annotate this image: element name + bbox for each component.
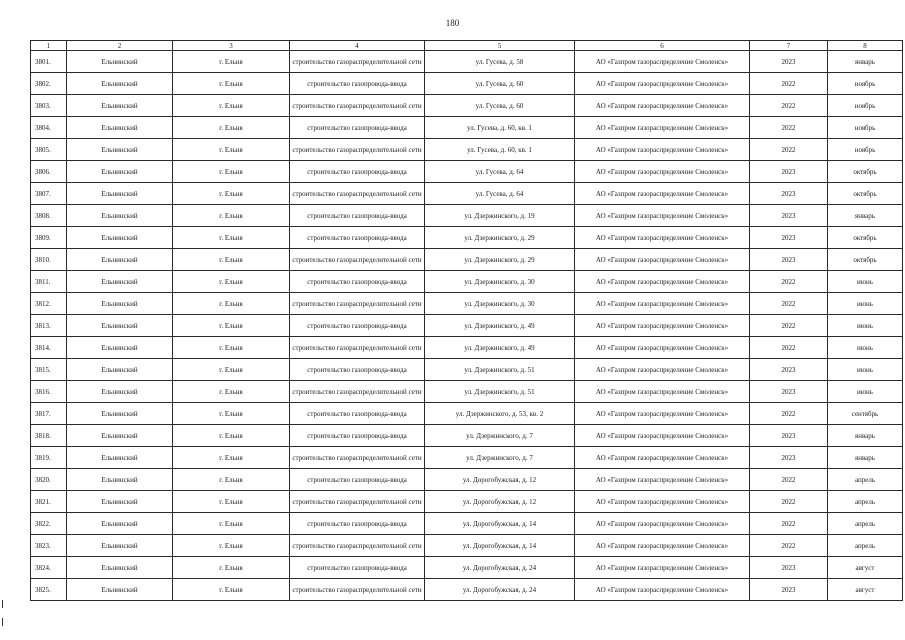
cell-work-type: строительство газопровода-ввода xyxy=(290,271,425,293)
cell-locality: г. Ельня xyxy=(173,293,290,315)
cell-address: ул. Гусева, д. 60 xyxy=(425,95,575,117)
cell-work-type: строительство газопровода-ввода xyxy=(290,359,425,381)
cell-work-type: строительство газораспределительной сети xyxy=(290,447,425,469)
cell-address: ул. Дзержинского, д. 51 xyxy=(425,381,575,403)
cell-year: 2023 xyxy=(750,447,828,469)
cell-work-type: строительство газораспределительной сети xyxy=(290,491,425,513)
cell-month: июнь xyxy=(828,271,903,293)
cell-number: 3813. xyxy=(31,315,67,337)
scan-mark xyxy=(2,600,3,608)
cell-locality: г. Ельня xyxy=(173,337,290,359)
table-row xyxy=(31,293,903,315)
cell-year: 2023 xyxy=(750,205,828,227)
cell-address: ул. Дзержинского, д. 53, кв. 2 xyxy=(425,403,575,425)
cell-locality: г. Ельня xyxy=(173,227,290,249)
cell-organization: АО «Газпром газораспределение Смоленск» xyxy=(575,95,750,117)
cell-number: 3810. xyxy=(31,249,67,271)
cell-month: апрель xyxy=(828,469,903,491)
cell-number: 3808. xyxy=(31,205,67,227)
cell-work-type: строительство газораспределительной сети xyxy=(290,381,425,403)
table-row xyxy=(31,337,903,359)
cell-year: 2023 xyxy=(750,51,828,73)
cell-organization: АО «Газпром газораспределение Смоленск» xyxy=(575,249,750,271)
cell-district: Ельнинский xyxy=(67,491,173,513)
cell-locality: г. Ельня xyxy=(173,249,290,271)
cell-work-type: строительство газопровода-ввода xyxy=(290,513,425,535)
cell-district: Ельнинский xyxy=(67,95,173,117)
cell-district: Ельнинский xyxy=(67,73,173,95)
cell-year: 2022 xyxy=(750,73,828,95)
cell-work-type: строительство газопровода-ввода xyxy=(290,227,425,249)
cell-organization: АО «Газпром газораспределение Смоленск» xyxy=(575,117,750,139)
cell-district: Ельнинский xyxy=(67,117,173,139)
column-header: 7 xyxy=(750,41,828,51)
column-header: 6 xyxy=(575,41,750,51)
cell-organization: АО «Газпром газораспределение Смоленск» xyxy=(575,293,750,315)
cell-locality: г. Ельня xyxy=(173,403,290,425)
cell-locality: г. Ельня xyxy=(173,205,290,227)
cell-number: 3804. xyxy=(31,117,67,139)
cell-organization: АО «Газпром газораспределение Смоленск» xyxy=(575,359,750,381)
cell-address: ул. Дорогобужская, д. 14 xyxy=(425,513,575,535)
cell-work-type: строительство газопровода-ввода xyxy=(290,73,425,95)
table-row xyxy=(31,403,903,425)
cell-locality: г. Ельня xyxy=(173,271,290,293)
cell-number: 3814. xyxy=(31,337,67,359)
table-row xyxy=(31,161,903,183)
cell-locality: г. Ельня xyxy=(173,183,290,205)
cell-month: октябрь xyxy=(828,227,903,249)
column-header: 8 xyxy=(828,41,903,51)
cell-number: 3801. xyxy=(31,51,67,73)
cell-year: 2023 xyxy=(750,425,828,447)
cell-work-type: строительство газопровода-ввода xyxy=(290,117,425,139)
cell-district: Ельнинский xyxy=(67,51,173,73)
cell-number: 3803. xyxy=(31,95,67,117)
cell-month: апрель xyxy=(828,513,903,535)
cell-year: 2023 xyxy=(750,381,828,403)
cell-month: июнь xyxy=(828,293,903,315)
cell-number: 3807. xyxy=(31,183,67,205)
cell-organization: АО «Газпром газораспределение Смоленск» xyxy=(575,337,750,359)
cell-address: ул. Дзержинского, д. 30 xyxy=(425,271,575,293)
cell-district: Ельнинский xyxy=(67,249,173,271)
cell-month: январь xyxy=(828,205,903,227)
cell-year: 2022 xyxy=(750,315,828,337)
cell-year: 2023 xyxy=(750,359,828,381)
cell-address: ул. Дзержинского, д. 7 xyxy=(425,447,575,469)
cell-work-type: строительство газопровода-ввода xyxy=(290,469,425,491)
cell-number: 3820. xyxy=(31,469,67,491)
cell-address: ул. Гусева, д. 60 xyxy=(425,73,575,95)
cell-locality: г. Ельня xyxy=(173,139,290,161)
table-row xyxy=(31,227,903,249)
cell-work-type: строительство газораспределительной сети xyxy=(290,95,425,117)
cell-locality: г. Ельня xyxy=(173,513,290,535)
cell-number: 3812. xyxy=(31,293,67,315)
cell-locality: г. Ельня xyxy=(173,359,290,381)
cell-organization: АО «Газпром газораспределение Смоленск» xyxy=(575,535,750,557)
table-row xyxy=(31,271,903,293)
cell-locality: г. Ельня xyxy=(173,557,290,579)
table-row xyxy=(31,95,903,117)
cell-address: ул. Гусева, д. 58 xyxy=(425,51,575,73)
cell-address: ул. Дорогобужская, д. 24 xyxy=(425,579,575,601)
cell-year: 2022 xyxy=(750,95,828,117)
table-row xyxy=(31,447,903,469)
cell-organization: АО «Газпром газораспределение Смоленск» xyxy=(575,557,750,579)
cell-organization: АО «Газпром газораспределение Смоленск» xyxy=(575,73,750,95)
cell-year: 2022 xyxy=(750,491,828,513)
cell-month: октябрь xyxy=(828,183,903,205)
cell-district: Ельнинский xyxy=(67,183,173,205)
cell-address: ул. Дзержинского, д. 51 xyxy=(425,359,575,381)
cell-number: 3805. xyxy=(31,139,67,161)
cell-year: 2023 xyxy=(750,183,828,205)
cell-district: Ельнинский xyxy=(67,161,173,183)
cell-month: ноябрь xyxy=(828,139,903,161)
cell-district: Ельнинский xyxy=(67,579,173,601)
cell-locality: г. Ельня xyxy=(173,95,290,117)
column-header: 1 xyxy=(31,41,67,51)
cell-district: Ельнинский xyxy=(67,293,173,315)
table-row xyxy=(31,535,903,557)
cell-number: 3816. xyxy=(31,381,67,403)
cell-month: август xyxy=(828,579,903,601)
cell-organization: АО «Газпром газораспределение Смоленск» xyxy=(575,425,750,447)
cell-organization: АО «Газпром газораспределение Смоленск» xyxy=(575,491,750,513)
cell-month: ноябрь xyxy=(828,117,903,139)
table-row xyxy=(31,249,903,271)
cell-month: июнь xyxy=(828,381,903,403)
cell-work-type: строительство газопровода-ввода xyxy=(290,403,425,425)
table-row xyxy=(31,315,903,337)
cell-organization: АО «Газпром газораспределение Смоленск» xyxy=(575,579,750,601)
cell-organization: АО «Газпром газораспределение Смоленск» xyxy=(575,139,750,161)
cell-month: ноябрь xyxy=(828,95,903,117)
cell-work-type: строительство газораспределительной сети xyxy=(290,139,425,161)
cell-work-type: строительство газопровода-ввода xyxy=(290,161,425,183)
cell-month: январь xyxy=(828,51,903,73)
cell-district: Ельнинский xyxy=(67,381,173,403)
cell-work-type: строительство газораспределительной сети xyxy=(290,293,425,315)
cell-locality: г. Ельня xyxy=(173,447,290,469)
cell-year: 2022 xyxy=(750,271,828,293)
cell-number: 3821. xyxy=(31,491,67,513)
cell-number: 3809. xyxy=(31,227,67,249)
cell-year: 2023 xyxy=(750,579,828,601)
cell-district: Ельнинский xyxy=(67,359,173,381)
cell-locality: г. Ельня xyxy=(173,315,290,337)
cell-year: 2022 xyxy=(750,117,828,139)
cell-district: Ельнинский xyxy=(67,447,173,469)
cell-district: Ельнинский xyxy=(67,403,173,425)
cell-locality: г. Ельня xyxy=(173,161,290,183)
cell-number: 3822. xyxy=(31,513,67,535)
cell-address: ул. Дзержинского, д. 30 xyxy=(425,293,575,315)
cell-district: Ельнинский xyxy=(67,557,173,579)
cell-month: ноябрь xyxy=(828,73,903,95)
table-row xyxy=(31,381,903,403)
cell-work-type: строительство газораспределительной сети xyxy=(290,337,425,359)
cell-district: Ельнинский xyxy=(67,535,173,557)
cell-month: январь xyxy=(828,425,903,447)
cell-number: 3815. xyxy=(31,359,67,381)
table-row xyxy=(31,205,903,227)
cell-district: Ельнинский xyxy=(67,425,173,447)
scan-mark xyxy=(2,618,3,626)
cell-year: 2022 xyxy=(750,139,828,161)
cell-work-type: строительство газораспределительной сети xyxy=(290,579,425,601)
cell-district: Ельнинский xyxy=(67,139,173,161)
table-row xyxy=(31,51,903,73)
cell-address: ул. Гусева, д. 60, кв. 1 xyxy=(425,117,575,139)
cell-locality: г. Ельня xyxy=(173,579,290,601)
cell-address: ул. Гусева, д. 64 xyxy=(425,183,575,205)
cell-organization: АО «Газпром газораспределение Смоленск» xyxy=(575,403,750,425)
column-header: 3 xyxy=(173,41,290,51)
table-row xyxy=(31,117,903,139)
column-header: 2 xyxy=(67,41,173,51)
cell-address: ул. Гусева, д. 64 xyxy=(425,161,575,183)
cell-organization: АО «Газпром газораспределение Смоленск» xyxy=(575,161,750,183)
cell-work-type: строительство газопровода-ввода xyxy=(290,205,425,227)
table-row xyxy=(31,513,903,535)
cell-address: ул. Дорогобужская, д. 14 xyxy=(425,535,575,557)
cell-year: 2022 xyxy=(750,337,828,359)
table-row xyxy=(31,579,903,601)
cell-locality: г. Ельня xyxy=(173,117,290,139)
table-row xyxy=(31,139,903,161)
cell-month: август xyxy=(828,557,903,579)
cell-work-type: строительство газопровода-ввода xyxy=(290,315,425,337)
table-row xyxy=(31,469,903,491)
column-header: 5 xyxy=(425,41,575,51)
table-header xyxy=(31,41,903,51)
column-header: 4 xyxy=(290,41,425,51)
cell-address: ул. Дзержинского, д. 7 xyxy=(425,425,575,447)
cell-locality: г. Ельня xyxy=(173,469,290,491)
cell-year: 2023 xyxy=(750,161,828,183)
registry-table xyxy=(30,40,903,601)
cell-address: ул. Дзержинского, д. 29 xyxy=(425,249,575,271)
table-row xyxy=(31,359,903,381)
cell-year: 2022 xyxy=(750,513,828,535)
table-row xyxy=(31,73,903,95)
cell-organization: АО «Газпром газораспределение Смоленск» xyxy=(575,51,750,73)
cell-organization: АО «Газпром газораспределение Смоленск» xyxy=(575,227,750,249)
cell-year: 2022 xyxy=(750,535,828,557)
cell-address: ул. Дзержинского, д. 49 xyxy=(425,337,575,359)
cell-work-type: строительство газораспределительной сети xyxy=(290,183,425,205)
table-row xyxy=(31,491,903,513)
cell-number: 3802. xyxy=(31,73,67,95)
cell-district: Ельнинский xyxy=(67,337,173,359)
cell-month: октябрь xyxy=(828,249,903,271)
cell-month: сентябрь xyxy=(828,403,903,425)
cell-locality: г. Ельня xyxy=(173,425,290,447)
cell-month: январь xyxy=(828,447,903,469)
cell-number: 3806. xyxy=(31,161,67,183)
cell-work-type: строительство газораспределительной сети xyxy=(290,51,425,73)
cell-organization: АО «Газпром газораспределение Смоленск» xyxy=(575,513,750,535)
cell-district: Ельнинский xyxy=(67,469,173,491)
cell-organization: АО «Газпром газораспределение Смоленск» xyxy=(575,469,750,491)
cell-organization: АО «Газпром газораспределение Смоленск» xyxy=(575,381,750,403)
cell-number: 3824. xyxy=(31,557,67,579)
cell-year: 2023 xyxy=(750,249,828,271)
cell-work-type: строительство газопровода-ввода xyxy=(290,557,425,579)
table-row xyxy=(31,425,903,447)
cell-district: Ельнинский xyxy=(67,513,173,535)
cell-locality: г. Ельня xyxy=(173,51,290,73)
cell-number: 3817. xyxy=(31,403,67,425)
table-row xyxy=(31,557,903,579)
cell-address: ул. Дорогобужская, д. 24 xyxy=(425,557,575,579)
cell-work-type: строительство газораспределительной сети xyxy=(290,249,425,271)
cell-organization: АО «Газпром газораспределение Смоленск» xyxy=(575,271,750,293)
cell-month: июнь xyxy=(828,359,903,381)
cell-organization: АО «Газпром газораспределение Смоленск» xyxy=(575,183,750,205)
cell-year: 2022 xyxy=(750,293,828,315)
cell-number: 3818. xyxy=(31,425,67,447)
page-number: 180 xyxy=(445,18,460,28)
cell-month: июнь xyxy=(828,337,903,359)
table-row xyxy=(31,183,903,205)
cell-address: ул. Дзержинского, д. 19 xyxy=(425,205,575,227)
cell-district: Ельнинский xyxy=(67,271,173,293)
cell-address: ул. Дзержинского, д. 49 xyxy=(425,315,575,337)
cell-number: 3823. xyxy=(31,535,67,557)
header-row xyxy=(31,41,903,51)
cell-number: 3819. xyxy=(31,447,67,469)
cell-address: ул. Гусева, д. 60, кв. 1 xyxy=(425,139,575,161)
cell-year: 2023 xyxy=(750,557,828,579)
cell-district: Ельнинский xyxy=(67,205,173,227)
cell-organization: АО «Газпром газораспределение Смоленск» xyxy=(575,447,750,469)
cell-locality: г. Ельня xyxy=(173,491,290,513)
cell-locality: г. Ельня xyxy=(173,73,290,95)
cell-work-type: строительство газораспределительной сети xyxy=(290,535,425,557)
cell-organization: АО «Газпром газораспределение Смоленск» xyxy=(575,315,750,337)
cell-district: Ельнинский xyxy=(67,315,173,337)
cell-year: 2022 xyxy=(750,403,828,425)
cell-organization: АО «Газпром газораспределение Смоленск» xyxy=(575,205,750,227)
cell-address: ул. Дорогобужская, д. 12 xyxy=(425,491,575,513)
table-body xyxy=(31,51,903,601)
cell-number: 3811. xyxy=(31,271,67,293)
cell-number: 3825. xyxy=(31,579,67,601)
cell-month: июнь xyxy=(828,315,903,337)
cell-locality: г. Ельня xyxy=(173,381,290,403)
cell-year: 2023 xyxy=(750,227,828,249)
cell-month: апрель xyxy=(828,535,903,557)
cell-locality: г. Ельня xyxy=(173,535,290,557)
cell-year: 2022 xyxy=(750,469,828,491)
cell-work-type: строительство газопровода-ввода xyxy=(290,425,425,447)
cell-district: Ельнинский xyxy=(67,227,173,249)
cell-address: ул. Дзержинского, д. 29 xyxy=(425,227,575,249)
cell-address: ул. Дорогобужская, д. 12 xyxy=(425,469,575,491)
cell-month: апрель xyxy=(828,491,903,513)
cell-month: октябрь xyxy=(828,161,903,183)
